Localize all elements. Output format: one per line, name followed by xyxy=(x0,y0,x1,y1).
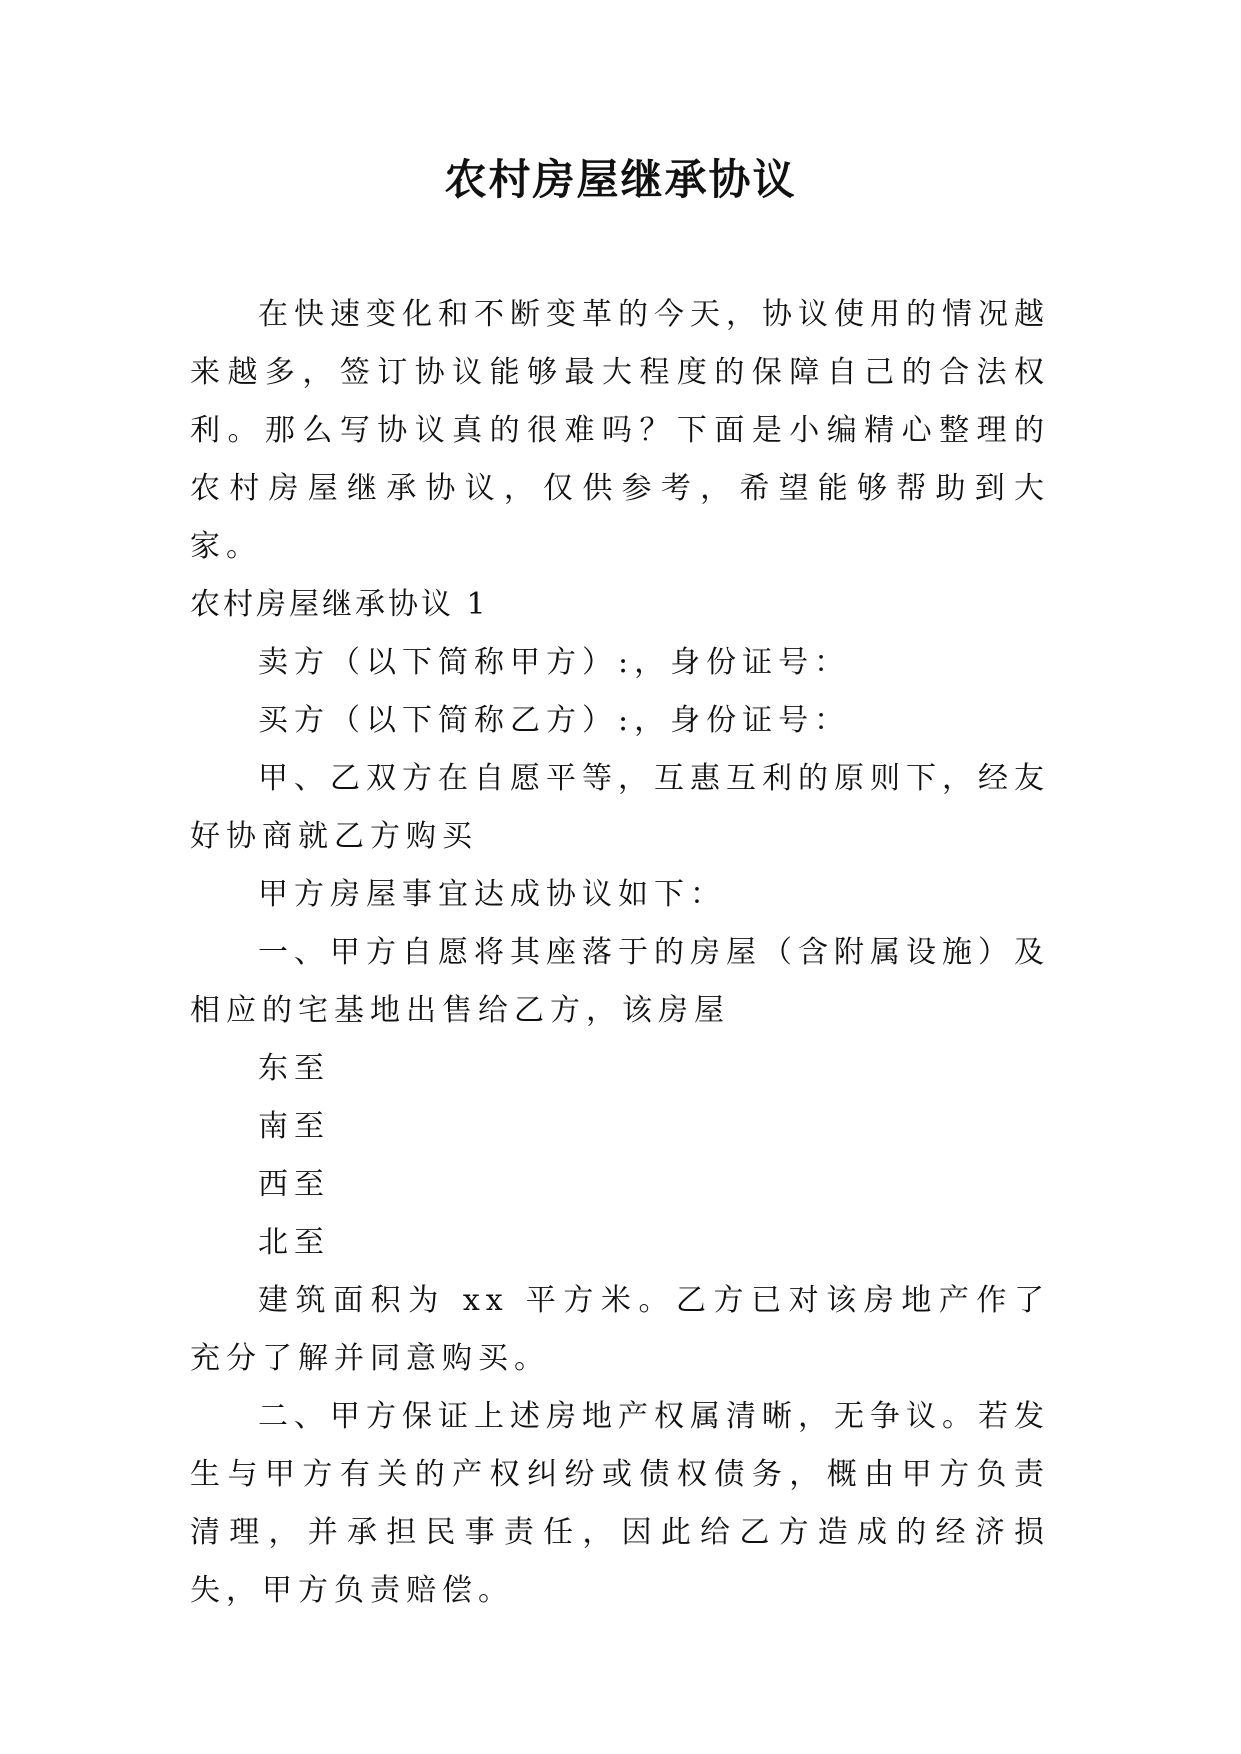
seller-line: 卖方（以下简称甲方）:，身份证号： xyxy=(258,645,851,680)
section-title: 农村房屋继承协议 1 xyxy=(190,587,489,622)
agreement-intro-line: 甲方房屋事宜达成协议如下： xyxy=(258,877,726,912)
agreement-clauses xyxy=(190,634,1050,1620)
buyer-line: 买方（以下简称乙方）:，身份证号： xyxy=(258,703,851,738)
document-title: 农村房屋继承协议 xyxy=(444,155,797,204)
intro-paragraph: 在快速变化和不断变革的今天，协议使用的情况越来越多，签订协议能够最大程度的保障自己的合法权利。那么写协议真的很难吗？下面是小编精心整理的农村房屋继承协议，仅供参考，希望能够帮助到大家。 xyxy=(190,297,1050,564)
principle-paragraph: 甲、乙双方在自愿平等，互惠互利的原则下，经友好协商就乙方购买 xyxy=(190,761,1050,854)
clause-two-paragraph: 二、甲方保证上述房地产权属清晰，无争议。若发生与甲方有关的产权纠纷或债权债务，概由甲方负责清理，并承担民事责任，因此给乙方造成的经济损失，甲方负责赔偿。 xyxy=(190,1399,1050,1608)
boundary-south: 南至 xyxy=(258,1109,330,1144)
boundary-north: 北至 xyxy=(258,1225,330,1260)
clause-one-paragraph: 一、甲方自愿将其座落于的房屋（含附属设施）及相应的宅基地出售给乙方，该房屋 xyxy=(190,935,1050,1028)
building-area-paragraph: 建筑面积为 xx 平方米。乙方已对该房地产作了充分了解并同意购买。 xyxy=(190,1283,1050,1376)
boundary-east: 东至 xyxy=(258,1051,330,1086)
boundary-west: 西至 xyxy=(258,1167,330,1202)
